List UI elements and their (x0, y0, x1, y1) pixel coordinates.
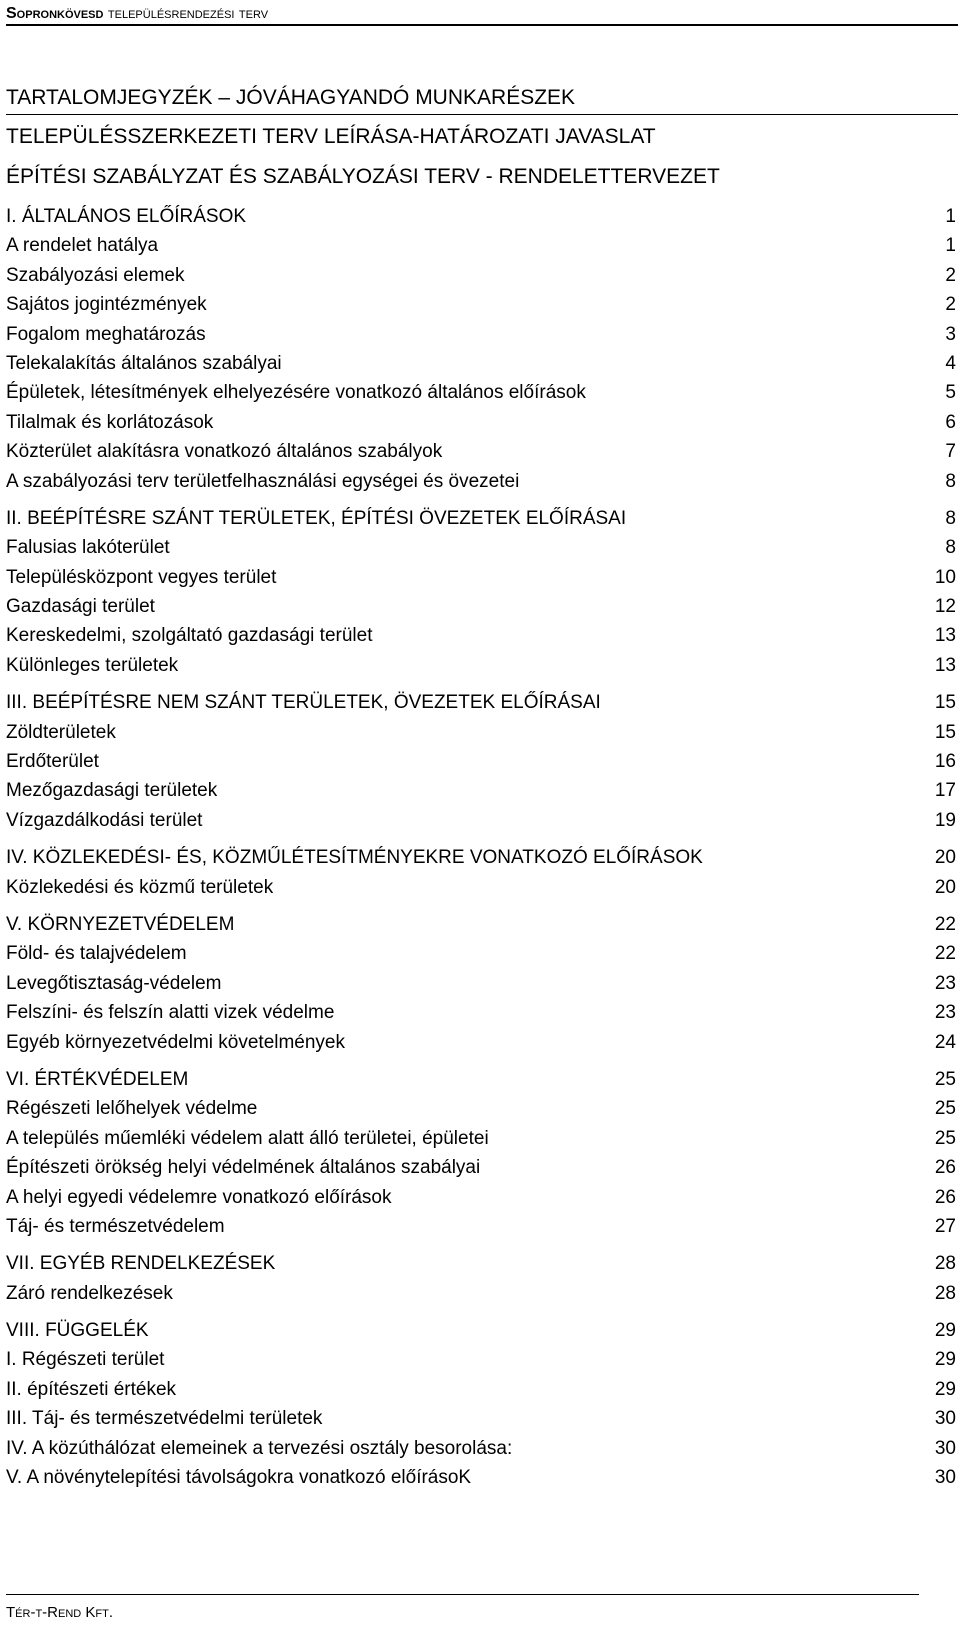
toc-entry-page: 23 (934, 972, 956, 994)
toc-entry-page: 28 (934, 1253, 956, 1275)
toc-entry-page: 10 (934, 566, 956, 588)
toc-entry[interactable] (6, 1345, 958, 1374)
toc-entry-title: Különleges területek (6, 654, 179, 676)
toc-entry-title: Táj- és természetvédelem (6, 1215, 225, 1237)
toc-entry-page: 15 (934, 721, 956, 743)
toc-entry-title: I. Régészeti terület (6, 1349, 165, 1371)
toc-entry[interactable] (6, 1094, 958, 1123)
document-header (6, 4, 956, 24)
toc-entry-title: V. KÖRNYEZETVÉDELEM (6, 913, 235, 935)
toc-entry-page: 20 (934, 847, 956, 869)
toc-entry[interactable] (6, 290, 958, 319)
toc-section-entry[interactable] (6, 202, 958, 231)
toc-entry-title: Zöldterületek (6, 721, 116, 743)
toc-entry-page: 8 (945, 507, 956, 529)
toc-section-entry[interactable] (6, 1065, 958, 1094)
toc-entry-page: 19 (934, 809, 956, 831)
toc-entry-page: 30 (934, 1467, 956, 1489)
toc-entry-title: A település műemléki védelem alatt álló területei, épületei (6, 1127, 489, 1149)
toc-entry-title: Kereskedelmi, szolgáltató gazdasági terület (6, 625, 373, 647)
toc-entry[interactable] (6, 1434, 958, 1463)
toc-entry[interactable] (6, 939, 958, 968)
toc-entry[interactable] (6, 408, 958, 437)
toc-entry[interactable] (6, 1463, 958, 1492)
toc-entry[interactable] (6, 231, 958, 260)
toc-entry[interactable] (6, 1279, 958, 1308)
toc-entry-title: Épületek, létesítmények elhelyezésére vonatkozó általános előírások (6, 382, 586, 404)
toc-entry[interactable] (6, 320, 958, 349)
toc-entry[interactable] (6, 437, 958, 466)
toc-entry-page: 25 (934, 1098, 956, 1120)
toc-entry[interactable] (6, 776, 958, 805)
toc-entry-title: V. A növénytelepítési távolságokra vonatkozó előírásoK (6, 1467, 472, 1489)
toc-entry[interactable] (6, 747, 958, 776)
toc-entry-title: Felszíni- és felszín alatti vizek védelme (6, 1002, 335, 1024)
toc-entry-title: Szabályozási elemek (6, 264, 185, 286)
toc-section-entry[interactable] (6, 688, 958, 717)
toc-section-entry[interactable] (6, 843, 958, 872)
toc-entry-page: 25 (934, 1127, 956, 1149)
toc-entry-title: I. ÁLTALÁNOS ELŐÍRÁSOK (6, 206, 247, 227)
toc-entry-page: 1 (945, 206, 956, 227)
toc-entry-page: 30 (934, 1437, 956, 1459)
toc-entry[interactable] (6, 1183, 958, 1212)
toc-heading: TARTALOMJEGYZÉK – JÓVÁHAGYANDÓ MUNKARÉSZEK (6, 86, 576, 109)
toc-entry-page: 25 (934, 1068, 956, 1090)
toc-entry-title: III. BEÉPÍTÉSRE NEM SZÁNT TERÜLETEK, ÖVEZETEK ELŐÍRÁSAI (6, 692, 601, 714)
toc-entry[interactable] (6, 592, 958, 621)
toc-entry-title: A helyi egyedi védelemre vonatkozó előírások (6, 1186, 392, 1208)
toc-entry-title: Építészeti örökség helyi védelmének általános szabályai (6, 1157, 481, 1179)
table-of-contents (6, 202, 958, 1492)
toc-entry-page: 6 (945, 411, 956, 433)
toc-entry-page: 16 (934, 751, 956, 773)
toc-section-entry[interactable] (6, 1249, 958, 1278)
toc-entry-title: IV. KÖZLEKEDÉSI- ÉS, KÖZMŰLÉTESÍTMÉNYEKRE VONATKOZÓ ELŐÍRÁSOK (6, 847, 703, 869)
toc-entry[interactable] (6, 969, 958, 998)
toc-entry-page: 27 (934, 1215, 956, 1237)
toc-entry-page: 22 (934, 913, 956, 935)
toc-section-entry[interactable] (6, 910, 958, 939)
toc-entry-page: 3 (945, 323, 956, 345)
toc-entry-title: Sajátos jogintézmények (6, 294, 207, 316)
header-plan-name: településrendezési terv (107, 5, 269, 22)
toc-entry-page: 8 (945, 537, 956, 559)
toc-entry-page: 28 (934, 1282, 956, 1304)
toc-entry[interactable] (6, 1153, 958, 1182)
footer-rule (6, 1594, 919, 1595)
toc-entry-title: Záró rendelkezések (6, 1282, 173, 1304)
heading-rule (6, 114, 958, 115)
header-rule (6, 24, 958, 26)
toc-entry-title: Egyéb környezetvédelmi követelmények (6, 1031, 346, 1053)
toc-entry-title: VIII. FÜGGELÉK (6, 1320, 149, 1342)
toc-entry-page: 13 (934, 625, 956, 647)
toc-entry[interactable] (6, 1028, 958, 1057)
toc-entry-title: Gazdasági terület (6, 596, 155, 618)
toc-entry-title: Közlekedési és közmű területek (6, 876, 274, 898)
toc-entry-title: III. Táj- és természetvédelmi területek (6, 1408, 323, 1430)
toc-entry-page: 5 (945, 382, 956, 404)
toc-entry-page: 29 (934, 1320, 956, 1342)
structure-plan-heading: TELEPÜLÉSSZERKEZETI TERV LEÍRÁSA-HATÁROZATI JAVASLAT (6, 125, 656, 148)
toc-entry-page: 8 (945, 470, 956, 492)
toc-entry-page: 2 (945, 294, 956, 316)
toc-entry-title: Erdőterület (6, 751, 99, 773)
toc-entry-title: Fogalom meghatározás (6, 323, 206, 345)
toc-entry[interactable] (6, 873, 958, 902)
toc-entry-title: II. BEÉPÍTÉSRE SZÁNT TERÜLETEK, ÉPÍTÉSI ÖVEZETEK ELŐÍRÁSAI (6, 507, 627, 529)
toc-entry-page: 4 (945, 352, 956, 374)
toc-entry[interactable] (6, 467, 958, 496)
toc-entry[interactable] (6, 718, 958, 747)
toc-entry[interactable] (6, 621, 958, 650)
toc-entry-page: 24 (934, 1031, 956, 1053)
toc-entry-page: 30 (934, 1408, 956, 1430)
toc-section-entry[interactable] (6, 504, 958, 533)
toc-entry-page: 7 (945, 441, 956, 463)
toc-entry[interactable] (6, 1124, 958, 1153)
toc-entry-page: 1 (945, 235, 956, 257)
toc-entry-page: 13 (934, 654, 956, 676)
toc-section-entry[interactable] (6, 1316, 958, 1345)
building-regulation-heading: ÉPÍTÉSI SZABÁLYZAT ÉS SZABÁLYOZÁSI TERV - RENDELETTERVEZET (6, 165, 720, 188)
toc-entry-title: Falusias lakóterület (6, 537, 170, 559)
toc-entry-page: 2 (945, 264, 956, 286)
toc-entry[interactable] (6, 1404, 958, 1433)
toc-entry[interactable] (6, 1375, 958, 1404)
toc-entry-page: 15 (934, 692, 956, 714)
toc-entry[interactable] (6, 806, 958, 835)
toc-entry-title: Föld- és talajvédelem (6, 943, 187, 965)
toc-entry-title: Régészeti lelőhelyek védelme (6, 1098, 258, 1120)
toc-entry-page: 17 (934, 780, 956, 802)
toc-entry-title: A szabályozási terv területfelhasználási egységei és övezetei (6, 470, 520, 492)
toc-entry-page: 12 (934, 596, 956, 618)
toc-entry-title: VII. EGYÉB RENDELKEZÉSEK (6, 1253, 276, 1275)
footer-company: Tér-t-Rend Kft. (6, 1604, 113, 1621)
toc-entry-page: 29 (934, 1349, 956, 1371)
toc-entry[interactable] (6, 261, 958, 290)
toc-entry-title: Telekalakítás általános szabályai (6, 352, 282, 374)
toc-entry-page: 26 (934, 1157, 956, 1179)
toc-entry[interactable] (6, 378, 958, 407)
toc-entry-title: VI. ÉRTÉKVÉDELEM (6, 1068, 189, 1090)
toc-entry-page: 20 (934, 876, 956, 898)
toc-entry-title: Településközpont vegyes terület (6, 566, 277, 588)
toc-entry-title: Vízgazdálkodási terület (6, 809, 203, 831)
toc-entry[interactable] (6, 651, 958, 680)
toc-entry-title: Levegőtisztaság-védelem (6, 972, 222, 994)
toc-entry-title: II. építészeti értékek (6, 1378, 177, 1400)
toc-entry-page: 23 (934, 1002, 956, 1024)
toc-entry-title: Tilalmak és korlátozások (6, 411, 214, 433)
header-municipality: Sopronkövesd (6, 5, 104, 22)
toc-entry-title: Mezőgazdasági területek (6, 780, 218, 802)
toc-entry-page: 26 (934, 1186, 956, 1208)
toc-entry[interactable] (6, 998, 958, 1027)
toc-entry[interactable] (6, 349, 958, 378)
toc-entry[interactable] (6, 533, 958, 562)
toc-entry-page: 29 (934, 1378, 956, 1400)
toc-entry[interactable] (6, 1212, 958, 1241)
toc-entry[interactable] (6, 563, 958, 592)
toc-entry-title: A rendelet hatálya (6, 235, 159, 257)
toc-entry-title: IV. A közúthálózat elemeinek a tervezési osztály besorolása: (6, 1437, 513, 1459)
toc-entry-title: Közterület alakításra vonatkozó általános szabályok (6, 441, 443, 463)
toc-entry-page: 22 (934, 943, 956, 965)
